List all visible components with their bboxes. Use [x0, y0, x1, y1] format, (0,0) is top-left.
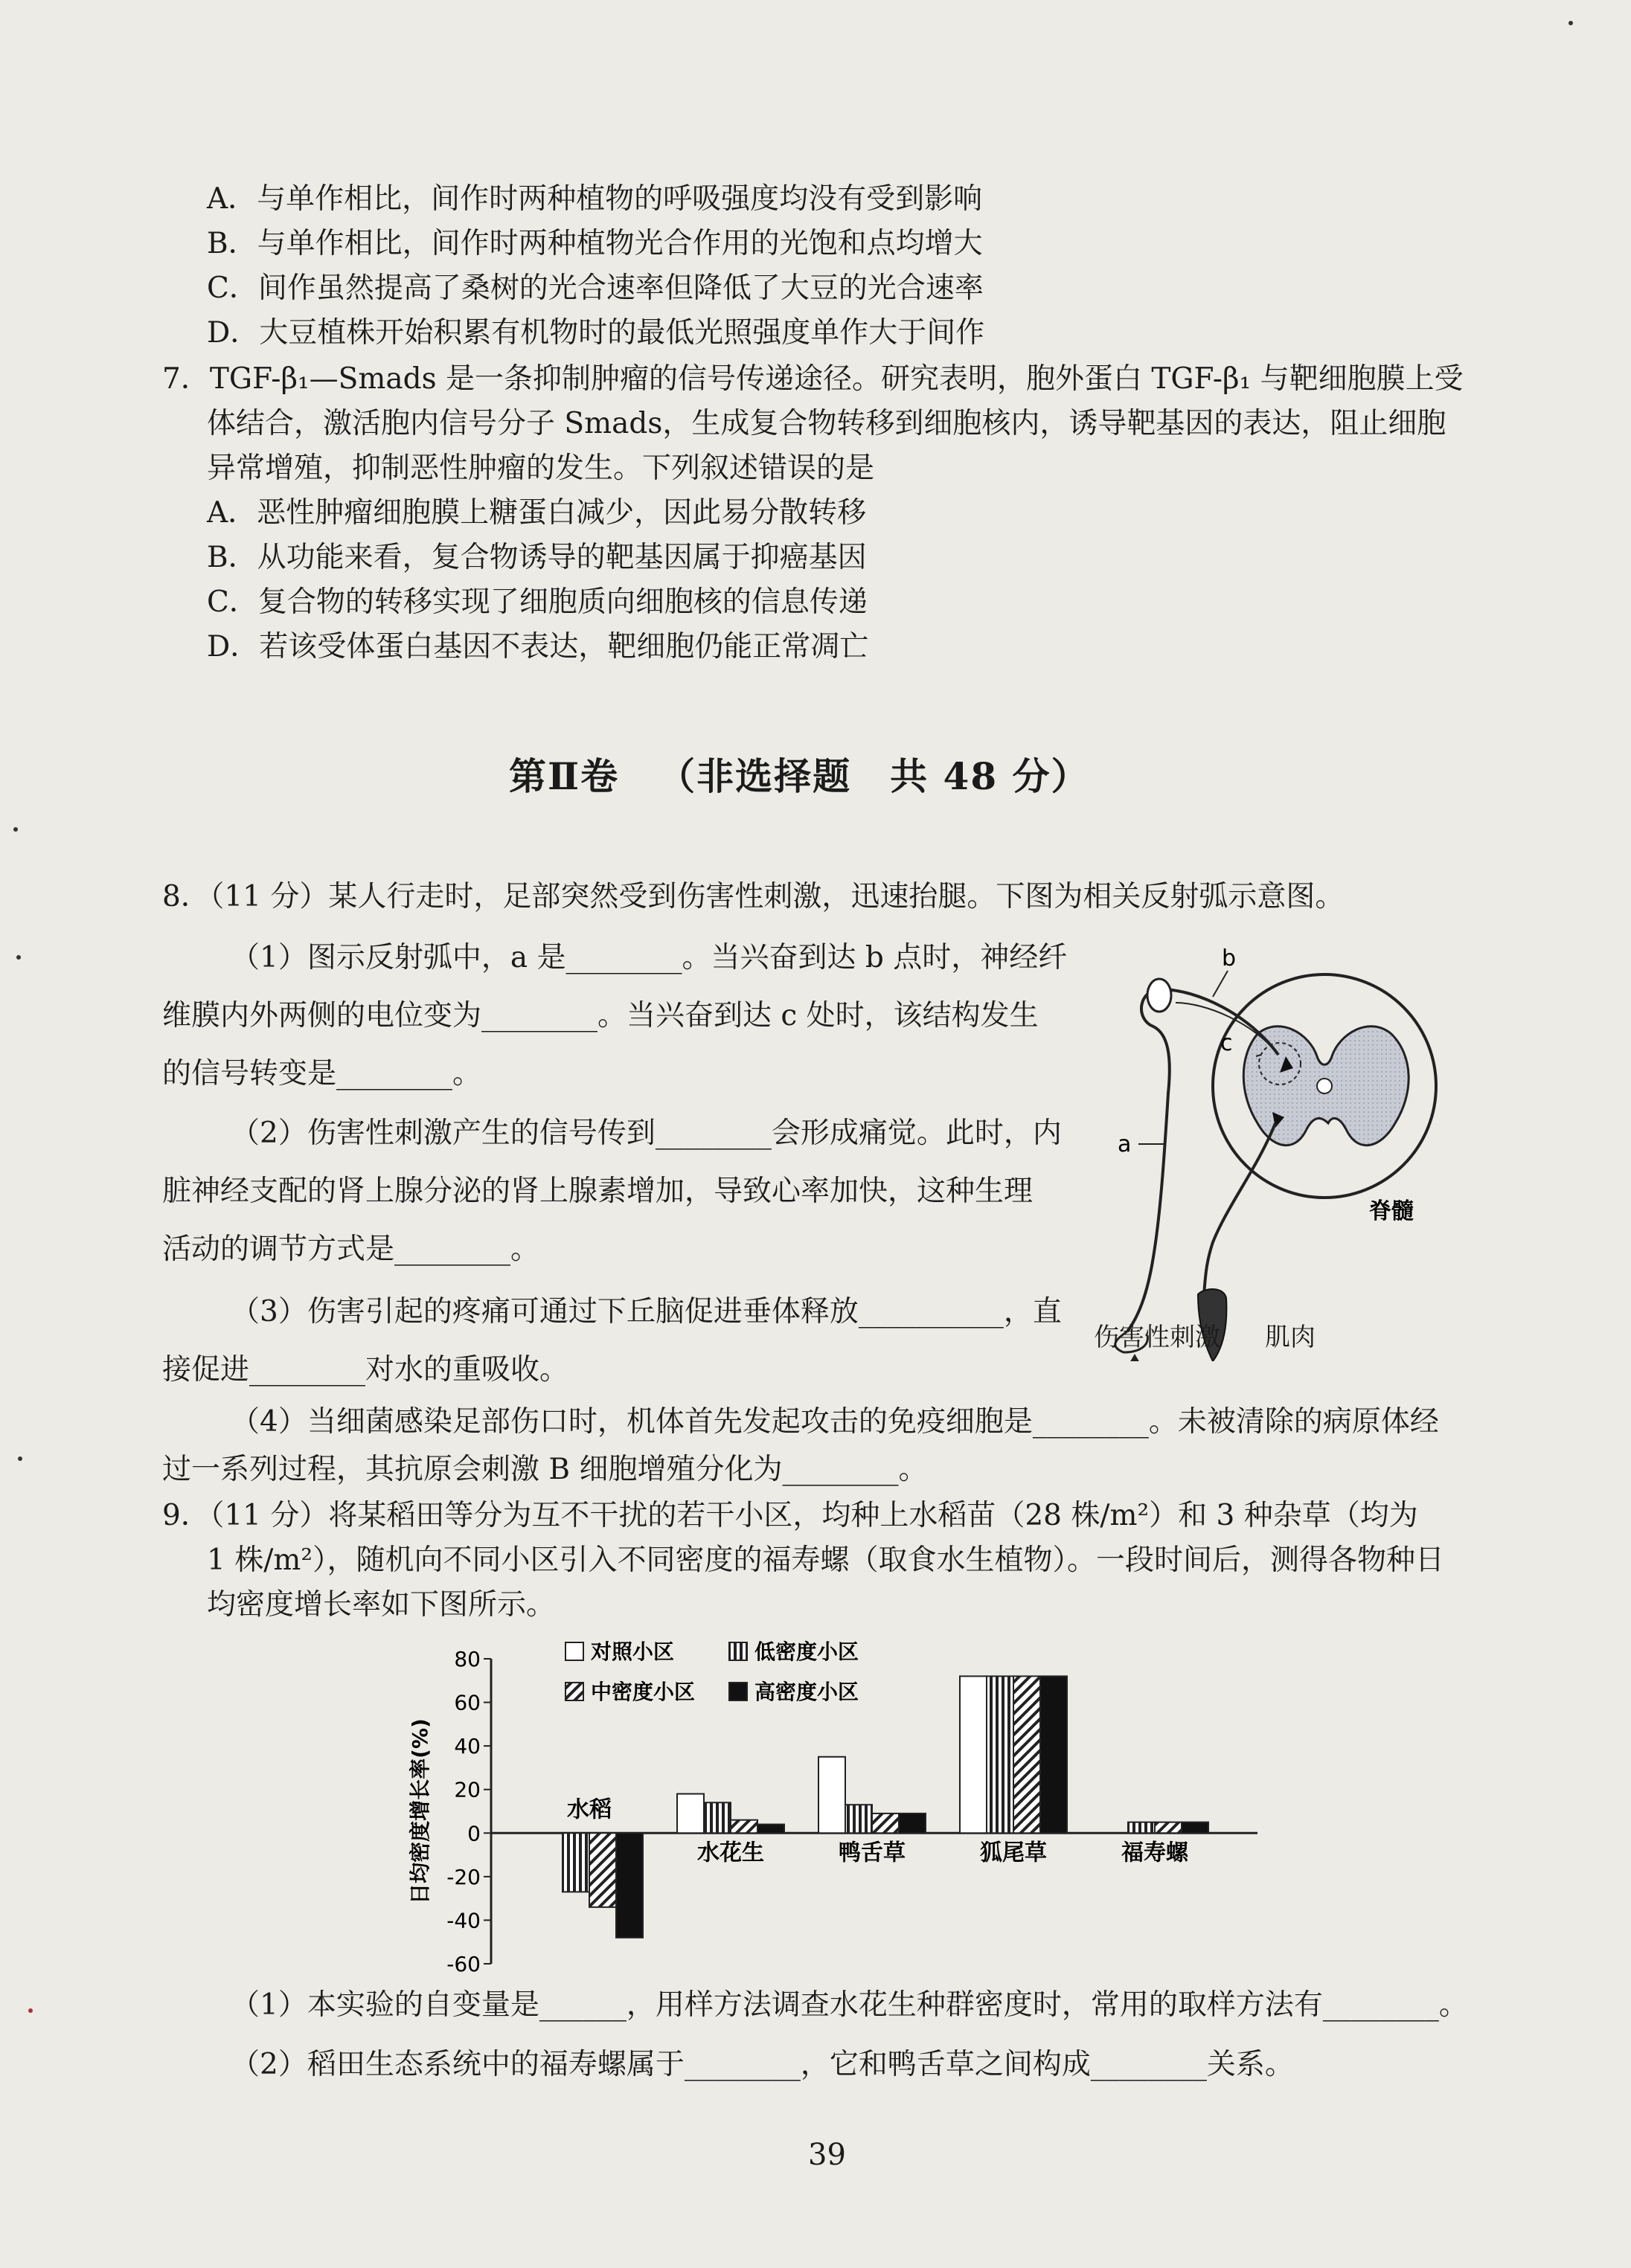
y-tick-label: 60: [454, 1690, 481, 1715]
q7-stem-line-1: 7．TGF-β₁—Smads 是一条抑制肿瘤的信号传递途径。研究表明，胞外蛋白 TGF-β₁ 与靶细胞膜上受: [162, 362, 1464, 396]
scan-dot: [18, 1456, 22, 1461]
motor-neuron: [1204, 1123, 1275, 1294]
q6-option-d: D．大豆植株开始积累有机物时的最低光照强度单作大于间作: [207, 316, 985, 350]
category-label: 水稻: [567, 1796, 612, 1823]
q8-line-7: （3）伤害引起的疼痛可通过下丘脑促进垂体释放__________，直: [231, 1295, 1062, 1329]
q8-line-8: 接促进________对水的重吸收。: [162, 1353, 569, 1387]
bar: [1155, 1822, 1182, 1834]
legend-swatch: [565, 1683, 583, 1700]
bar: [731, 1820, 757, 1834]
legend-label: 低密度小区: [754, 1639, 859, 1664]
reflex-arc-figure: [1094, 945, 1510, 1361]
q9-question-2: （2）稻田生态系统中的福寿螺属于________，它和鸭舌草之间构成________关系。: [231, 2048, 1294, 2081]
category-label: 鸭舌草: [839, 1840, 906, 1866]
q7-option-c: C．复合物的转移实现了细胞质向细胞核的信息传递: [207, 585, 868, 619]
label-c: c: [1220, 1030, 1233, 1056]
q6-option-a: A．与单作相比，间作时两种植物的呼吸强度均没有受到影响: [207, 182, 983, 216]
q6-option-b: B．与单作相比，间作时两种植物光合作用的光饱和点均增大: [207, 227, 983, 260]
bar: [1182, 1822, 1208, 1834]
section-title-sub: （非选择题: [658, 754, 852, 798]
q9-stem-line-3: 均密度增长率如下图所示。: [207, 1588, 556, 1622]
bar: [845, 1805, 872, 1833]
bar: [677, 1794, 704, 1834]
q7-option-b: B．从功能来看，复合物诱导的靶基因属于抑癌基因: [207, 541, 867, 574]
section-title-total: 共 48 分）: [890, 754, 1090, 798]
q7-stem-line-2: 体结合，激活胞内信号分子 Smads，生成复合物转移到细胞核内，诱导靶基因的表达，阻止细胞: [207, 407, 1446, 440]
bar: [704, 1802, 731, 1833]
label-b: b: [1222, 945, 1237, 971]
legend-label: 中密度小区: [591, 1680, 696, 1704]
legend-label: 高密度小区: [754, 1680, 859, 1704]
bar: [757, 1825, 784, 1834]
bar: [563, 1833, 589, 1892]
label-b-pointer: [1213, 971, 1228, 997]
q7-stem-line-3: 异常增殖，抑制恶性肿瘤的发生。下列叙述错误的是: [207, 452, 875, 485]
density-growth-chart: [394, 1636, 1287, 1979]
central-canal: [1317, 1079, 1332, 1093]
page-number: 39: [808, 2138, 846, 2172]
category-label: 水花生: [697, 1840, 764, 1866]
label-a: a: [1118, 1131, 1132, 1157]
q8-line-6: 活动的调节方式是________。: [162, 1233, 540, 1266]
q8-line-9: （4）当细菌感染足部伤口时，机体首先发起攻击的免疫细胞是________。未被清除的病原体经: [231, 1405, 1439, 1439]
bar: [960, 1676, 987, 1833]
q9-stem-line-2: 1 株/m²），随机向不同小区引入不同密度的福寿螺（取食水生植物）。一段时间后，测得各物种日: [207, 1543, 1444, 1577]
q8-line-4: （2）伤害性刺激产生的信号传到________会形成痛觉。此时，内: [231, 1117, 1062, 1150]
q9-stem-line-1: 9．（11 分）将某稻田等分为互不干扰的若干小区，均种上水稻苗（28 株/m²）和 3 种杂草（均为: [162, 1499, 1418, 1532]
label-spinal-cord: 脊髓: [1369, 1198, 1414, 1224]
legend-swatch: [729, 1683, 747, 1700]
q8-line-2: 维膜内外两侧的电位变为________。当兴奋到达 c 处时，该结构发生: [162, 999, 1039, 1032]
label-stimulus: 伤害性刺激: [1094, 1323, 1220, 1352]
y-tick-label: 80: [454, 1647, 481, 1671]
y-tick-label: -60: [446, 1952, 481, 1976]
q6-option-c: C．间作虽然提高了桑树的光合速率但降低了大豆的光合速率: [207, 272, 984, 305]
legend-swatch: [565, 1642, 583, 1660]
bar: [987, 1676, 1013, 1833]
q8-line-1: （1）图示反射弧中，a 是________。当兴奋到达 b 点时，神经纤: [231, 941, 1068, 974]
y-axis-label: 日均密度增长率(%): [408, 1718, 432, 1904]
category-label: 狐尾草: [980, 1840, 1047, 1866]
bar: [616, 1833, 643, 1938]
y-tick-label: -20: [446, 1864, 481, 1889]
section-title-main: 第Ⅱ卷: [509, 754, 620, 798]
category-label: 福寿螺: [1121, 1840, 1188, 1866]
y-tick-label: 0: [467, 1821, 481, 1846]
y-tick-label: 20: [454, 1777, 481, 1802]
bar: [899, 1814, 926, 1833]
label-muscle: 肌肉: [1265, 1323, 1316, 1352]
y-tick-label: -40: [446, 1908, 481, 1933]
bar: [872, 1814, 899, 1833]
bar: [1040, 1676, 1067, 1833]
bar: [1013, 1676, 1040, 1833]
q9-question-1: （1）本实验的自变量是______，用样方法调查水花生种群密度时，常用的取样方法有________。: [231, 1988, 1468, 2022]
dorsal-root-ganglion: [1147, 979, 1171, 1012]
q7-option-a: A．恶性肿瘤细胞膜上糖蛋白减少，因此易分散转移: [207, 496, 867, 530]
q8-line-10: 过一系列过程，其抗原会刺激 B 细胞增殖分化为________。: [162, 1453, 928, 1486]
scan-dot: [28, 2008, 33, 2013]
section-title: [509, 753, 1090, 800]
legend-label: 对照小区: [591, 1639, 675, 1664]
bar: [1128, 1822, 1155, 1834]
bar: [589, 1833, 616, 1907]
q8-line-3: 的信号转变是________。: [162, 1057, 482, 1090]
scan-dot: [1568, 21, 1573, 25]
q7-option-d: D．若该受体蛋白基因不表达，靶细胞仍能正常凋亡: [207, 630, 869, 664]
q8-stem: 8．（11 分）某人行走时，足部突然受到伤害性刺激，迅速抬腿。下图为相关反射弧示意图。: [162, 880, 1345, 913]
bar: [818, 1757, 845, 1834]
scan-dot: [16, 955, 21, 960]
legend-swatch: [729, 1642, 747, 1660]
y-tick-label: 40: [454, 1734, 481, 1759]
q8-line-5: 脏神经支配的肾上腺分泌的肾上腺素增加，导致心率加快，这种生理: [162, 1175, 1034, 1208]
scan-dot: [13, 827, 18, 832]
